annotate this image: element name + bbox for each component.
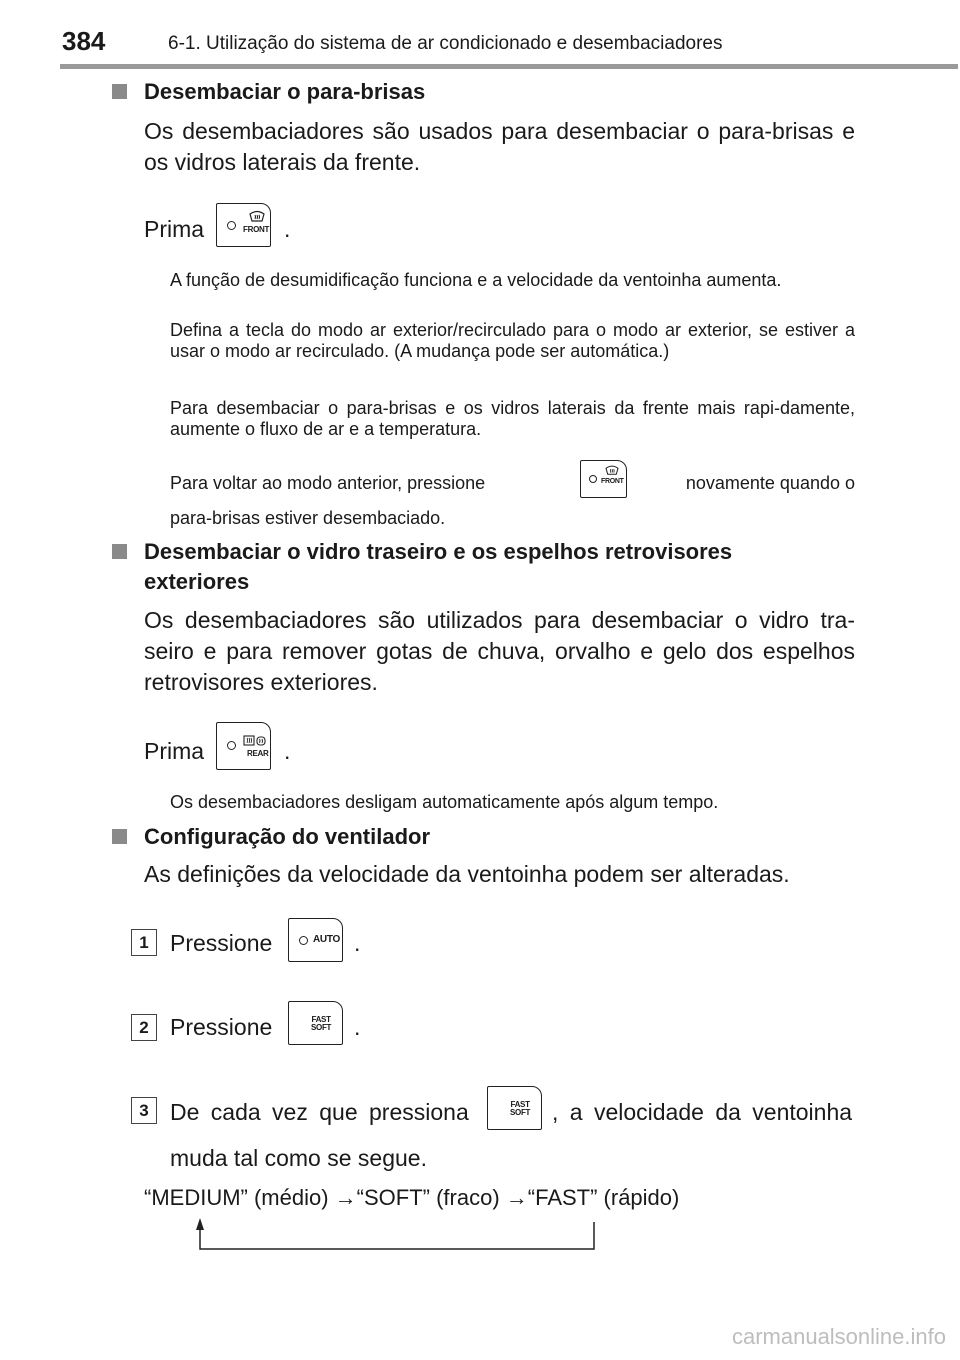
press-label: Prima <box>144 216 205 242</box>
label-line2: SOFT <box>311 1023 332 1032</box>
rear-window-mirror-heat-icon <box>243 735 267 747</box>
step3-text: De cada vez que pressiona <box>170 1099 469 1125</box>
windshield-heat-icon <box>605 464 619 476</box>
step1-text: Pressione <box>170 930 273 956</box>
fast-soft-button-icon <box>288 1001 343 1045</box>
section2-body: Os desembaciadores são utilizados para desembaciar o vidro tra-seiro e para remover gotas de chuva, orvalho e gelo dos espelhos retrovisores exteriores. <box>144 607 855 695</box>
header-title: 6-1. Utilização do sistema de ar condicionado e desembaciadores <box>168 33 723 54</box>
note-outside-air: Defina a tecla do modo ar exterior/recirculado para o modo ar exterior, se estiver a usar o modo ar recirculado. (A mudança pode ser automática.) <box>170 320 855 361</box>
label-line2: SOFT <box>510 1108 531 1117</box>
square-bullet-icon <box>112 84 127 99</box>
note-text-before: Para voltar ao modo anterior, pressione <box>170 473 486 493</box>
watermark: carmanualsonline.info <box>731 1324 946 1349</box>
fan-speed-cycle: “MEDIUM” (médio) →“SOFT” (fraco) →“FAST” (rápido) <box>144 1185 680 1210</box>
front-defrost-button-icon <box>216 203 271 247</box>
header-divider <box>60 64 958 69</box>
heading-text: Configuração do ventilador <box>144 824 431 849</box>
label-line1: FAST <box>311 1015 331 1024</box>
step3-line2: muda tal como se segue. <box>170 1145 427 1171</box>
note-faster-defrost: Para desembaciar o para-brisas e os vidros laterais da frente mais rapi-damente, aumente o fluxo de ar e a temperatura. <box>170 398 855 439</box>
indicator-light-icon <box>589 475 597 483</box>
heading-text: Desembaciar o vidro traseiro e os espelhos retrovisores <box>144 539 733 564</box>
auto-button-icon <box>288 918 343 962</box>
button-label <box>510 1101 530 1117</box>
label-line1: FAST <box>510 1100 530 1109</box>
heading-text: exteriores <box>144 569 250 594</box>
indicator-light-icon <box>227 741 236 750</box>
step3-text-after: , a velocidade da ventoinha <box>552 1099 853 1125</box>
square-bullet-icon <box>112 544 127 559</box>
press-end: . <box>284 738 291 764</box>
heading-text: Desembaciar o para-brisas <box>144 79 426 104</box>
note-return-after: novamente quando o <box>685 473 855 493</box>
page-number: 384 <box>62 26 106 56</box>
step-number: 3 <box>131 1097 157 1124</box>
press-label: Prima <box>144 738 205 764</box>
indicator-light-icon <box>227 221 236 230</box>
step2-text: Pressione <box>170 1014 273 1040</box>
section1-body: Os desembaciadores são usados para desembaciar o para-brisas e os vidros laterais da frente. <box>144 118 855 175</box>
button-label: AUTO <box>313 934 340 945</box>
note-return-line2: para-brisas estiver desembaciado. <box>170 508 446 528</box>
step-end: . <box>354 1014 361 1040</box>
press-instruction-front <box>144 216 204 243</box>
cycle-return-arrow-icon <box>190 1218 600 1254</box>
step-number: 1 <box>131 929 157 956</box>
section3-body: As definições da velocidade da ventoinha podem ser alteradas. <box>144 861 790 887</box>
indicator-light-icon <box>299 936 308 945</box>
button-label <box>311 1016 331 1032</box>
note-auto-off: Os desembaciadores desligam automaticamente após algum tempo. <box>170 792 719 812</box>
press-end: . <box>284 216 291 242</box>
note-dehumidify: A função de desumidificação funciona e a velocidade da ventoinha aumenta. <box>170 270 782 290</box>
step-number: 2 <box>131 1014 157 1041</box>
button-label: FRONT <box>243 225 270 234</box>
step-end: . <box>354 930 361 956</box>
fast-soft-button-icon <box>487 1086 542 1130</box>
windshield-heat-icon <box>249 209 265 223</box>
rear-defrost-button-icon <box>216 722 271 770</box>
press-instruction-rear <box>144 738 204 765</box>
button-label: FRONT <box>601 478 624 485</box>
square-bullet-icon <box>112 829 127 844</box>
button-label: REAR <box>247 749 269 758</box>
front-defrost-button-icon-small <box>580 460 627 498</box>
